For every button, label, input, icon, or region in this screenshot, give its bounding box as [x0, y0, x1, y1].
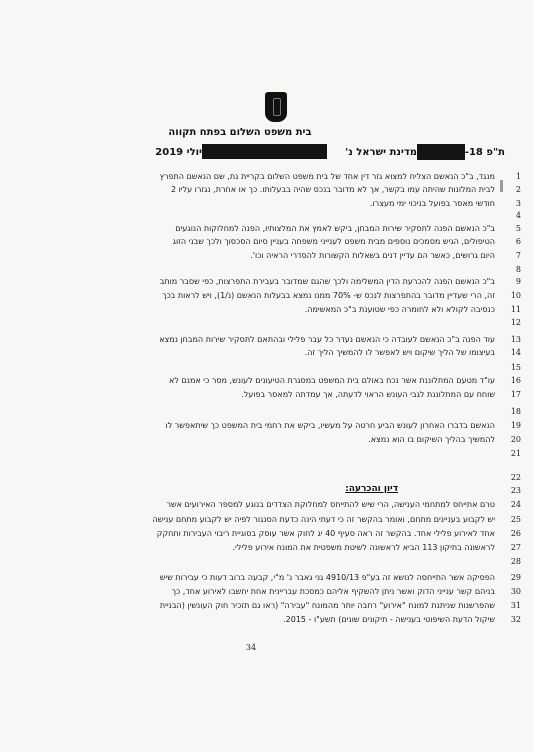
- line-number: 6: [515, 237, 521, 246]
- body-text-line: חודשי מאסר בפועל בניכוי ימי מעצרו.: [369, 199, 495, 208]
- body-text-line: יש לקבוע בעניינים מתחם, ואומר בהקשר זה כי דעתי הינה כדעת הסנגור לפיה יש לקבוע מתחם ענישה: [152, 515, 495, 524]
- line-number: 11: [510, 305, 521, 314]
- body-text-line: להמשיך בהליך השיקום בו הוא נמצא.: [368, 435, 495, 444]
- line-number: 15: [510, 363, 521, 372]
- line-number: 13: [510, 335, 521, 344]
- body-text-line: שיקול הדעת השיפוטי בענישה - תיקונים שונים) תשע"ו - 2015.: [283, 615, 495, 624]
- line-number: 3: [515, 199, 521, 208]
- line-number: 26: [510, 529, 521, 538]
- body-text-line: היום גרושים, כאשר הם עדיין דנים בשאלות הקשורות להסדרי הראיה וכו'.: [250, 251, 495, 260]
- line-number: 28: [510, 557, 521, 566]
- case-number: ת"פ 18-: [464, 147, 505, 158]
- body-text-line: הנאשם בדברו האחרון לעונש הביע חרטה על מעשיו, ביקש את רחמי בית המשפט כך שיתאפשר לו: [165, 421, 495, 430]
- court-name: בית משפט השלום בפתח תקווה: [168, 127, 312, 138]
- line-number: 22: [510, 473, 521, 482]
- line-number: 31: [510, 601, 521, 610]
- line-number: 27: [510, 543, 521, 552]
- body-text-line: הפסיקה אשר התייחסה לנושא זה בע"פ 4910/13 גני גאבר נ' מ"י, קבעה ברוב דעות כי עבירות שיש: [159, 573, 495, 582]
- body-text-line: הטיפולים, הגיש מסמכים נוספים מבית משפט לענייני משפחה בעניין סיום הסכסוך ולכך שבני הזוג: [172, 237, 495, 246]
- redaction-block: [202, 144, 327, 159]
- body-text-line: בעיצומו של הליך שיקום ויש לאפשר לו להמשיך הליך זה.: [304, 348, 495, 357]
- line-number: 16: [510, 376, 521, 385]
- state-emblem-icon: [265, 92, 287, 122]
- body-text-line: ב"כ הנאשם הפנה לתסקיר שירות המבחן, ביקש לאמץ את המלצותיו, הפנה למחלוקות הנוגעים: [175, 224, 495, 233]
- body-text-line: כנסיבה לקולא ולא לחומרה כפי שטוענת ב"כ המאשימה.: [304, 305, 495, 314]
- line-number: 1: [515, 172, 521, 181]
- body-text-line: עו"ד מטעם המתלוננת אשר נכח באולם בית המשפט במסגרת הטיעונים לעונש, מסר כי אמנם לא: [169, 376, 495, 385]
- line-number: 25: [510, 515, 521, 524]
- body-text-line: מנגד, ב"כ הנאשם הצליח למצוא גזר דין אחד של בית משפט השלום בקריית גת, שם הנאשם התפרץ: [159, 172, 495, 181]
- page-number: 34: [245, 643, 257, 652]
- body-text-line: ב"כ הנאשם הפנה להכרעת הדין המשלימה ולכך שהגם שמדובר בעבירת התפרצות, כפי שסבר מותב: [159, 277, 495, 286]
- line-number: 10: [510, 291, 521, 300]
- body-text-line: זה, הרי שעדיין מדובר בהתפרצות לנכס ש- 70% ממנו נמצא בבעלות הנאשם (נ/1), ויש לראות בכך: [162, 291, 495, 300]
- case-header: [110, 144, 515, 160]
- section-title: דיון והכרעה:: [345, 484, 398, 494]
- line-number: 32: [510, 615, 521, 624]
- redaction-block: [417, 144, 465, 160]
- body-text-line: לבית המלונות שהיתה עמו בקשר, אך לא מדובר בנכס שהיה בבעלותו. כך או אחרת, נגזרו עליו 2: [170, 185, 495, 194]
- line-number: 24: [510, 500, 521, 509]
- line-number: 19: [510, 421, 521, 430]
- body-text-line: שוחח עם המתלוננת לגבי העונש הראוי לדעתה, אך עמדתה למאסר בפועל.: [241, 390, 495, 399]
- line-number: 12: [510, 318, 521, 327]
- body-text-line: לראשונה בתיקון 113 הביא לראשונה לשיטת משפטית את המונח אירוע פלילי.: [232, 543, 495, 552]
- line-number: 5: [515, 224, 521, 233]
- line-number: 18: [510, 407, 521, 416]
- case-parties: מדינת ישראל נ': [345, 147, 417, 158]
- line-number: 21: [510, 449, 521, 458]
- body-text-line: שהפרשנות שניתנת למונח "אירוע" רחבה יותר מהמונח "עבירה" (ראו גם תזכיר חוק העונשין (הבניית: [159, 601, 495, 610]
- scan-mark: [500, 180, 503, 192]
- body-text-line: טרם אתייחס למתחמי הענישה, הרי שיש להתייחס למחלוקת הצדדים בנוגע למספר האירועים אשר: [166, 500, 495, 509]
- body-text-line: עוד הפנה ב"כ הנאשם לעובדה כי הנאשם נעדר כל עבר פלילי ובהתאם לתסקיר שירות המבחן נמצא: [159, 335, 495, 344]
- line-number: 2: [515, 185, 521, 194]
- line-number: 20: [510, 435, 521, 444]
- line-number: 29: [510, 573, 521, 582]
- line-number: 17: [510, 390, 521, 399]
- line-number: 4: [515, 211, 521, 220]
- line-number: 30: [510, 587, 521, 596]
- line-number: 8: [515, 265, 521, 274]
- body-text-line: בניהם קשר ענייני הדוק ואשר ניתן להשקיף אליהם כמסכת עבריינית אחת יחשבו לאירוע אחד, כך: [171, 587, 495, 596]
- case-date: יולי 2019: [155, 147, 202, 158]
- line-number: 23: [510, 486, 521, 495]
- line-number: 9: [515, 277, 521, 286]
- body-text-line: אחד לאירוע פלילי אחד. בהקשר זה ראה סעיף 40 יג לחוק אשר עוסק בסוגיית ריבוי העבירות ותחקק: [156, 529, 495, 538]
- line-number: 14: [510, 348, 521, 357]
- line-number: 7: [515, 251, 521, 260]
